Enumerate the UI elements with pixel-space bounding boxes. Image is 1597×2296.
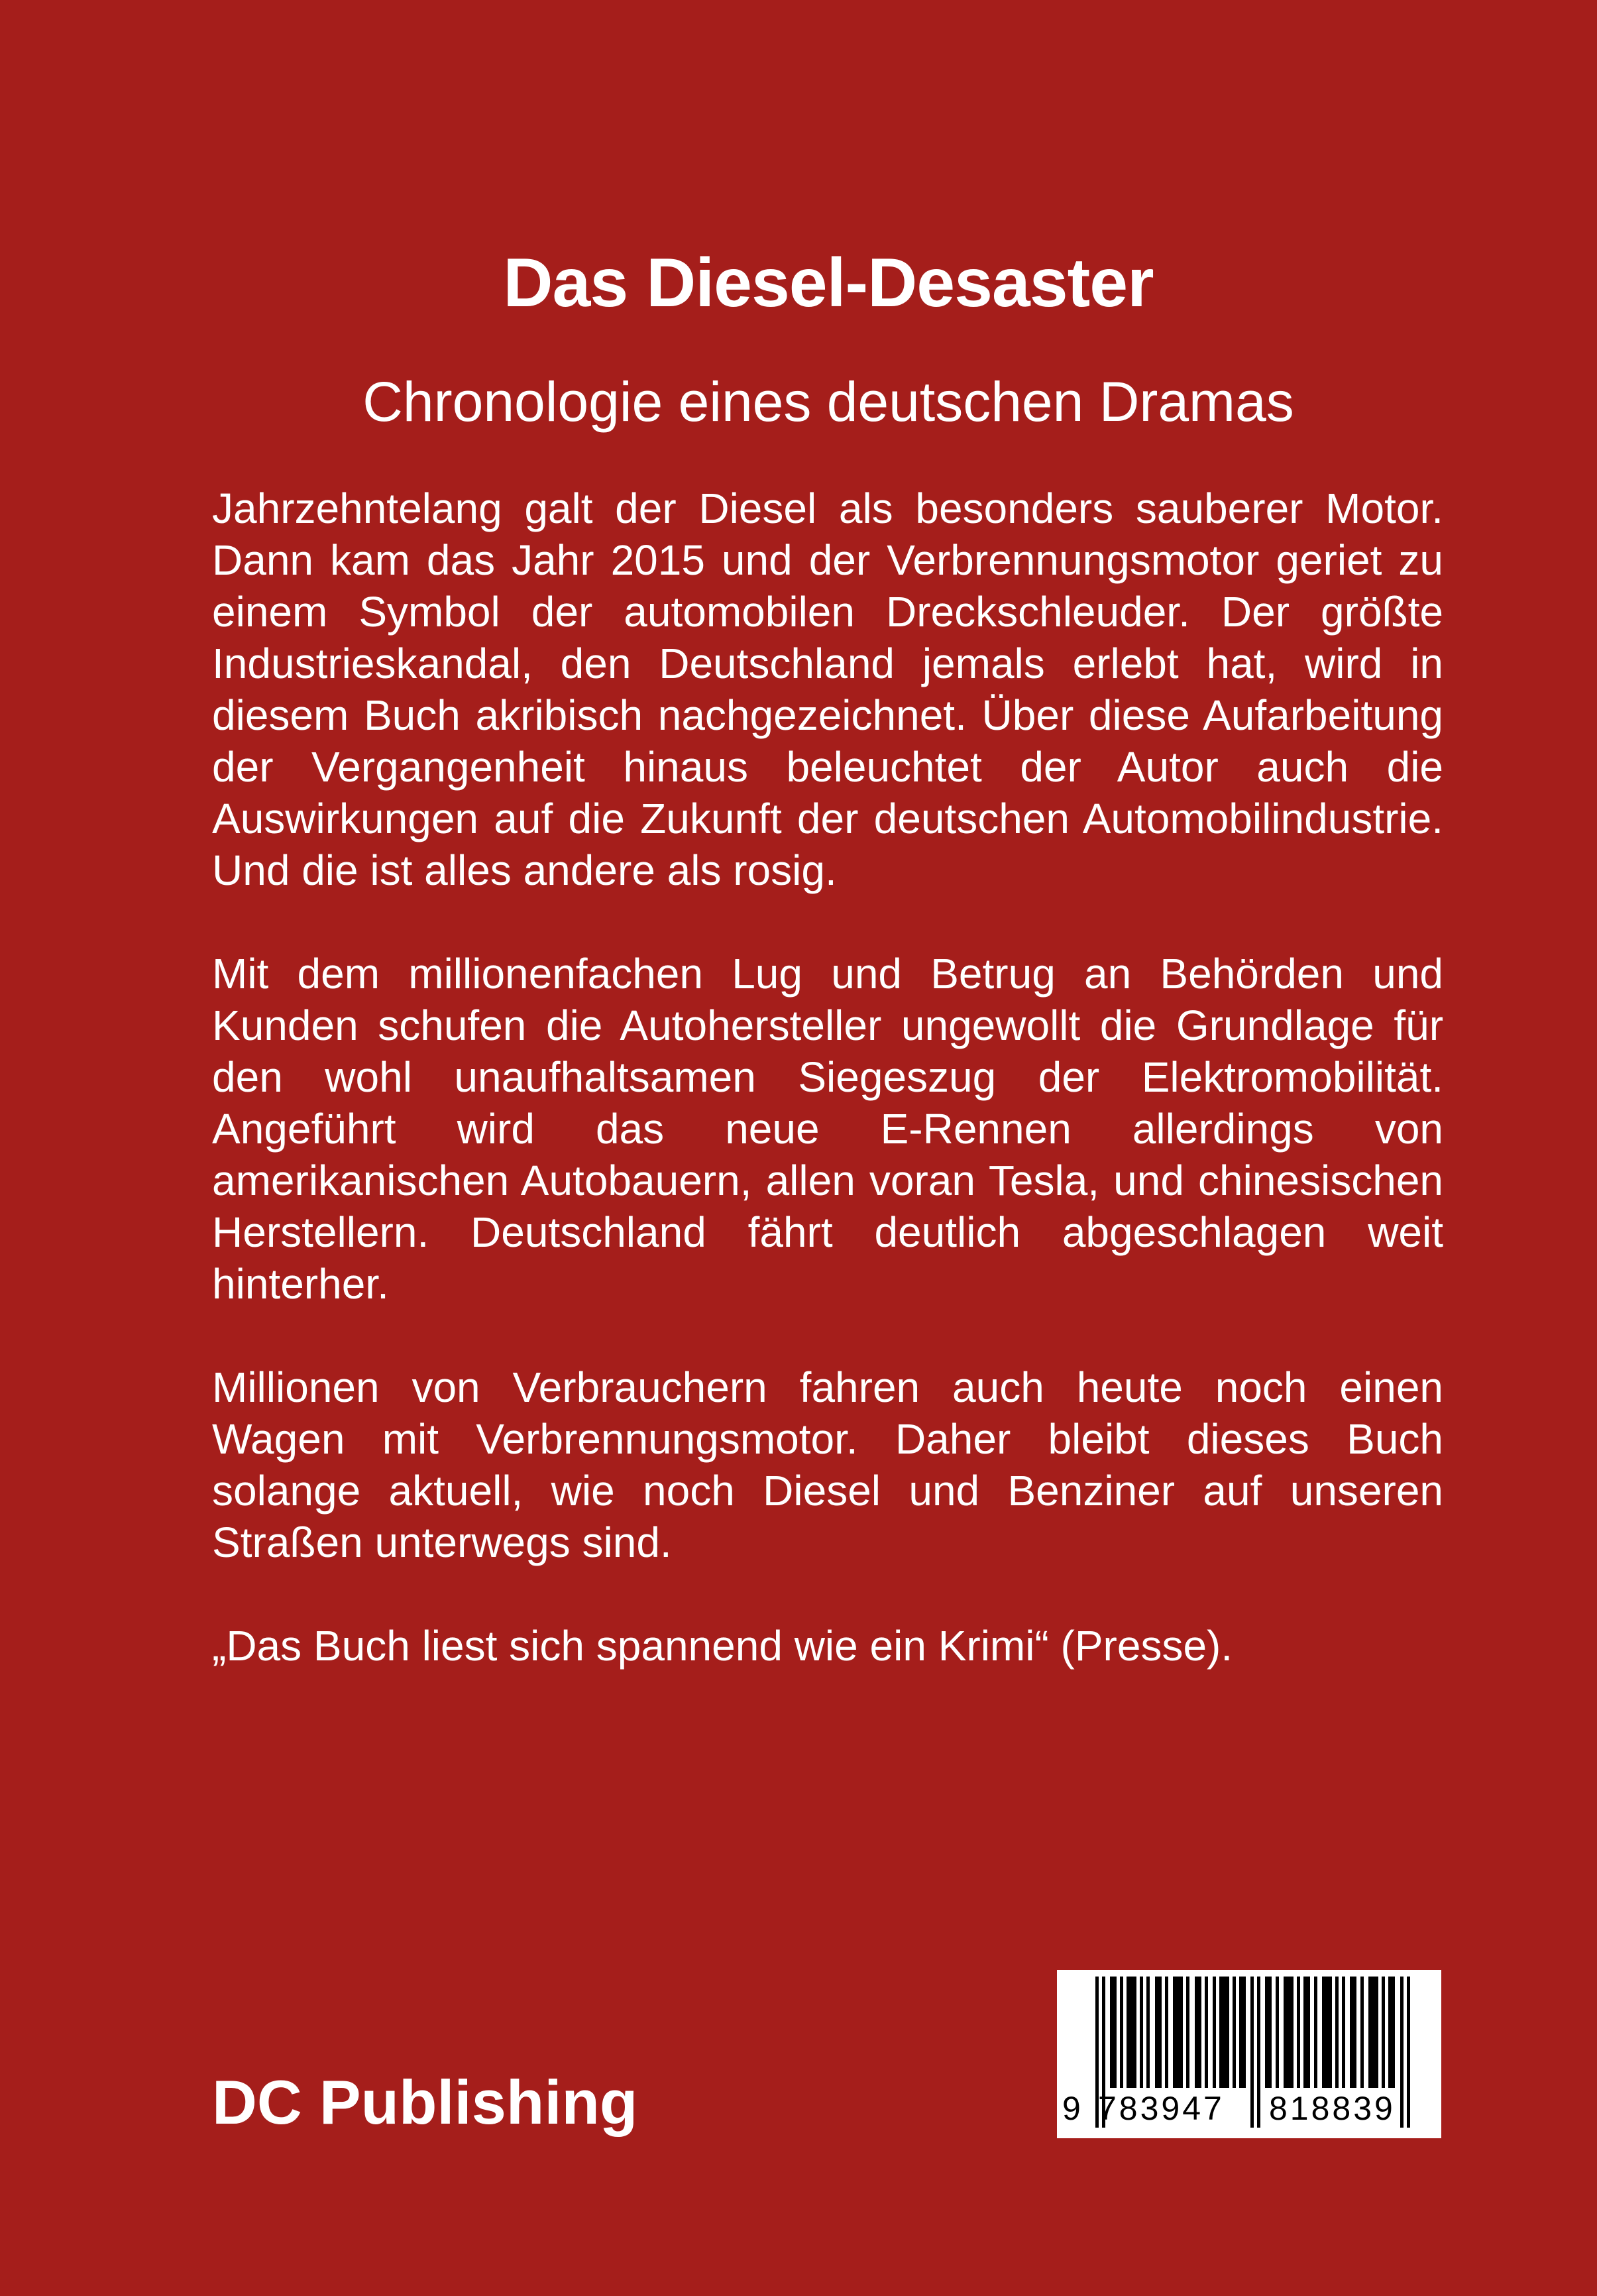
publisher-name: DC Publishing — [212, 2067, 638, 2137]
press-quote: „Das Buch liest sich spannend wie ein Krimi“ (Presse). — [212, 1622, 1233, 1670]
blurb-paragraph: Jahrzehntelang galt der Diesel als besonders sauberer Motor. Dann kam das Jahr 2015 und der Verbrennungsmotor geriet zu einem Symbol der automobilen Dreckschleuder. Der größte Industrieskandal, den Deutschland jemals erlebt hat, wird in diesem Buch akribisch nachgezeichnet. Über diese Aufarbeitung der Vergangenheit hinaus beleuchtet der Autor auch die Auswirkungen auf die Zukunft der deutschen Automobilindustrie. Und die ist alles andere als rosig. — [212, 485, 1443, 894]
isbn-first-digit: 9 — [1062, 2090, 1082, 2127]
book-title: Das Diesel-Desaster — [503, 245, 1154, 321]
isbn-left-digits: 783947 — [1098, 2090, 1225, 2127]
blurb-paragraph: Millionen von Verbrauchern fahren auch heute noch einen Wagen mit Verbrennungsmotor. Daher bleibt dieses Buch solange aktuell, wie noch Diesel und Benziner auf unseren Straßen unterwegs sind. — [212, 1363, 1443, 1566]
isbn-right-digits: 818839 — [1269, 2090, 1396, 2127]
blurb-paragraph: Mit dem millionenfachen Lug und Betrug an Behörden und Kunden schufen die Autohersteller ungewollt die Grundlage für den wohl unaufhaltsamen Siegeszug der Elektromobilität. Angeführt wird das neue E-Rennen allerdings von amerikanischen Autobauern, allen voran Tesla, und chinesischen Herstellern. Deutschland fährt deutlich abgeschlagen weit hinterher. — [212, 950, 1443, 1308]
blurb-text — [212, 483, 1443, 1723]
isbn-barcode — [1057, 1970, 1441, 2138]
book-subtitle: Chronologie eines deutschen Dramas — [362, 371, 1294, 433]
